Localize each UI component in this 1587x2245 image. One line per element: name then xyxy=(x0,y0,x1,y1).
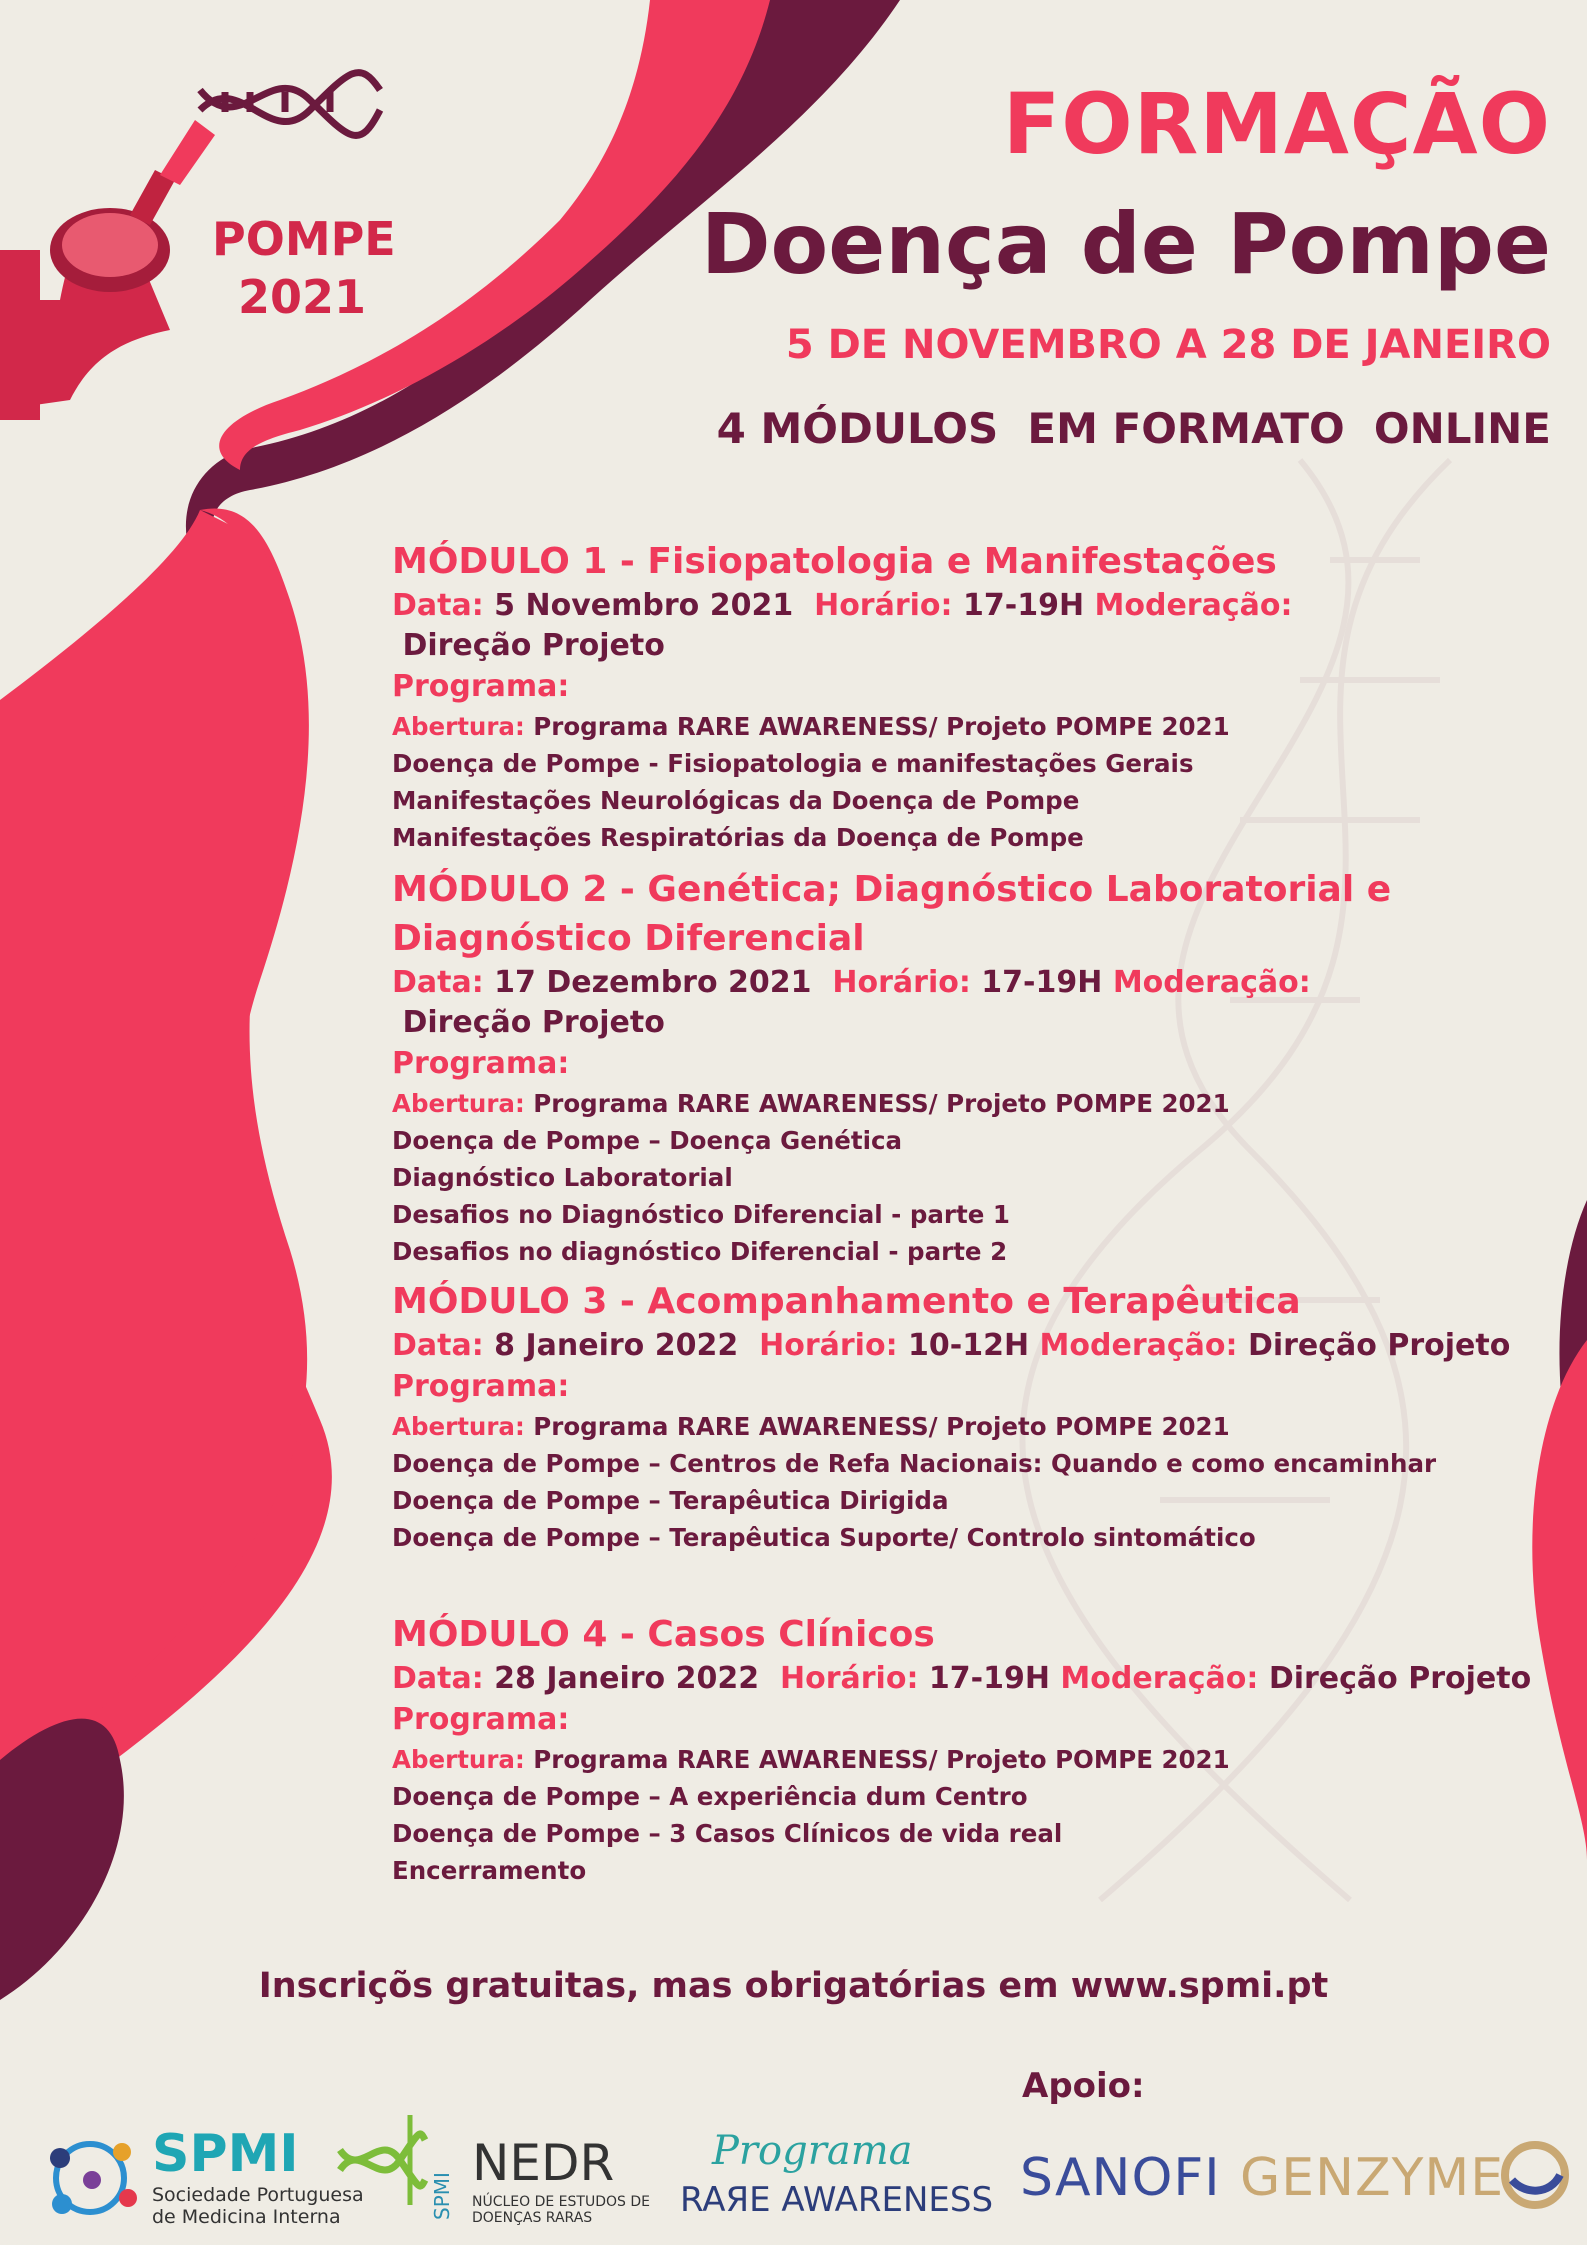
title-doenca-de-pompe: Doença de Pompe xyxy=(700,195,1551,293)
module-1 xyxy=(392,537,1542,856)
spmi-wordmark: SPMI xyxy=(152,2124,299,2184)
opening-text: Programa RARE AWARENESS/ Projeto POMPE 2021 xyxy=(524,1745,1230,1774)
programa-label: Programa: xyxy=(392,1369,570,1404)
module-time: 17-19H xyxy=(918,1661,1061,1696)
rare-awareness-wordmark: RAЯE AWARENESS xyxy=(680,2180,994,2220)
opening-text: Programa RARE AWARENESS/ Projeto POMPE 2021 xyxy=(524,712,1230,741)
list-item: Manifestações Respiratórias da Doença de Pompe xyxy=(392,823,1084,852)
date-label: Data: xyxy=(392,1661,484,1696)
opening-text: Programa RARE AWARENESS/ Projeto POMPE 2021 xyxy=(524,1412,1230,1441)
badge-line1: POMPE xyxy=(212,212,396,266)
opening-label: Abertura: xyxy=(392,712,525,741)
programa-label: Programa: xyxy=(392,669,570,704)
event-format: 4 MÓDULOS EM FORMATO ONLINE xyxy=(716,404,1551,453)
rare-awareness-script: Programa xyxy=(712,2128,913,2174)
program-list xyxy=(392,1741,1542,1889)
program-list xyxy=(392,1408,1542,1556)
list-item: Manifestações Neurológicas da Doença de Pompe xyxy=(392,786,1080,815)
spmi-molecule-icon xyxy=(40,2128,145,2228)
module-moderation: Direção Projeto xyxy=(392,628,665,663)
module-meta xyxy=(392,586,1542,666)
opening-label: Abertura: xyxy=(392,1745,525,1774)
sanofi-wordmark: SANOFI xyxy=(1020,2148,1221,2208)
spmi-logo xyxy=(40,2128,145,2232)
list-item: Doença de Pompe – Terapêutica Dirigida xyxy=(392,1486,949,1515)
title-formacao: FORMAÇÃO xyxy=(1002,75,1551,173)
module-date: 17 Dezembro 2021 xyxy=(483,965,833,1000)
plum-shape-bottom-left xyxy=(0,1719,124,2000)
time-label: Horário: xyxy=(832,965,971,1000)
program-list xyxy=(392,1085,1542,1270)
module-title: MÓDULO 4 - Casos Clínicos xyxy=(392,1614,935,1655)
nedr-sub-line1: NÚCLEO DE ESTUDOS DE xyxy=(472,2194,650,2210)
list-item xyxy=(392,708,1542,745)
time-label: Horário: xyxy=(814,588,953,623)
module-2 xyxy=(392,865,1542,1270)
time-label: Horário: xyxy=(759,1328,898,1363)
module-3 xyxy=(392,1277,1542,1556)
module-meta xyxy=(392,1659,1542,1699)
list-item xyxy=(392,1741,1542,1778)
module-meta xyxy=(392,1326,1542,1366)
pompe-2021-badge xyxy=(212,210,396,326)
module-date: 8 Janeiro 2022 xyxy=(483,1328,760,1363)
dna-helix-icon xyxy=(200,73,380,136)
programa-label: Programa: xyxy=(392,1046,570,1081)
module-title: MÓDULO 2 - Genética; Diagnóstico Laboratorial e Diagnóstico Diferencial xyxy=(392,869,1392,959)
nedr-wordmark: NEDR xyxy=(472,2134,615,2192)
registration-note: Inscriçõs gratuitas, mas obrigatórias em www.spmi.pt xyxy=(258,1966,1329,2006)
opening-label: Abertura: xyxy=(392,1089,525,1118)
date-label: Data: xyxy=(392,588,484,623)
module-moderation: Direção Projeto xyxy=(1237,1328,1511,1363)
spmi-sub-line1: Sociedade Portuguesa xyxy=(152,2184,364,2206)
opening-label: Abertura: xyxy=(392,1412,525,1441)
module-4 xyxy=(392,1610,1542,1889)
sanofi-swirl-icon xyxy=(1500,2140,1570,2210)
nedr-subtitle xyxy=(472,2194,650,2226)
module-time: 17-19H xyxy=(970,965,1113,1000)
opening-text: Programa RARE AWARENESS/ Projeto POMPE 2021 xyxy=(524,1089,1230,1118)
list-item: Doença de Pompe - Fisiopatologia e manifestações Gerais xyxy=(392,749,1194,778)
programa-label: Programa: xyxy=(392,1702,570,1737)
list-item: Doença de Pompe – Centros de Refa Nacionais: Quando e como encaminhar xyxy=(392,1449,1437,1478)
moderation-label: Moderação: xyxy=(1039,1328,1238,1363)
badge-line2: 2021 xyxy=(237,270,367,324)
moderation-label: Moderação: xyxy=(1060,1661,1259,1696)
module-time: 10-12H xyxy=(897,1328,1040,1363)
spmi-sub-line2: de Medicina Interna xyxy=(152,2206,341,2228)
moderation-label: Moderação: xyxy=(1112,965,1311,1000)
date-label: Data: xyxy=(392,1328,484,1363)
module-time: 17-19H xyxy=(952,588,1095,623)
moderation-label: Moderação: xyxy=(1094,588,1293,623)
list-item: Doença de Pompe – Doença Genética xyxy=(392,1126,903,1155)
module-meta xyxy=(392,963,1542,1043)
list-item: Doença de Pompe – Terapêutica Suporte/ Controlo sintomático xyxy=(392,1523,1256,1552)
list-item: Doença de Pompe – 3 Casos Clínicos de vida real xyxy=(392,1819,1063,1848)
module-moderation: Direção Projeto xyxy=(392,1005,665,1040)
list-item xyxy=(392,1085,1542,1122)
list-item xyxy=(392,1408,1542,1445)
event-dates: 5 DE NOVEMBRO A 28 DE JANEIRO xyxy=(785,322,1551,368)
module-date: 28 Janeiro 2022 xyxy=(483,1661,780,1696)
list-item: Desafios no diagnóstico Diferencial - parte 2 xyxy=(392,1237,1008,1266)
time-label: Horário: xyxy=(780,1661,919,1696)
module-title: MÓDULO 1 - Fisiopatologia e Manifestações xyxy=(392,541,1277,582)
list-item: Doença de Pompe – A experiência dum Centro xyxy=(392,1782,1028,1811)
genzyme-wordmark: GENZYME xyxy=(1240,2148,1505,2208)
list-item: Desafios no Diagnóstico Diferencial - parte 1 xyxy=(392,1200,1010,1229)
nedr-dna-icon xyxy=(330,2110,430,2210)
date-label: Data: xyxy=(392,965,484,1000)
muscle-illustration xyxy=(0,120,215,420)
module-moderation: Direção Projeto xyxy=(1258,1661,1532,1696)
module-date: 5 Novembro 2021 xyxy=(483,588,815,623)
support-label: Apoio: xyxy=(1022,2066,1145,2106)
nedr-spmi-vertical: SPMI xyxy=(430,2172,454,2220)
module-title: MÓDULO 3 - Acompanhamento e Terapêutica xyxy=(392,1281,1301,1322)
program-list xyxy=(392,708,1542,856)
nedr-sub-line2: DOENÇAS RARAS xyxy=(472,2210,593,2226)
list-item: Encerramento xyxy=(392,1856,587,1885)
list-item: Diagnóstico Laboratorial xyxy=(392,1163,733,1192)
